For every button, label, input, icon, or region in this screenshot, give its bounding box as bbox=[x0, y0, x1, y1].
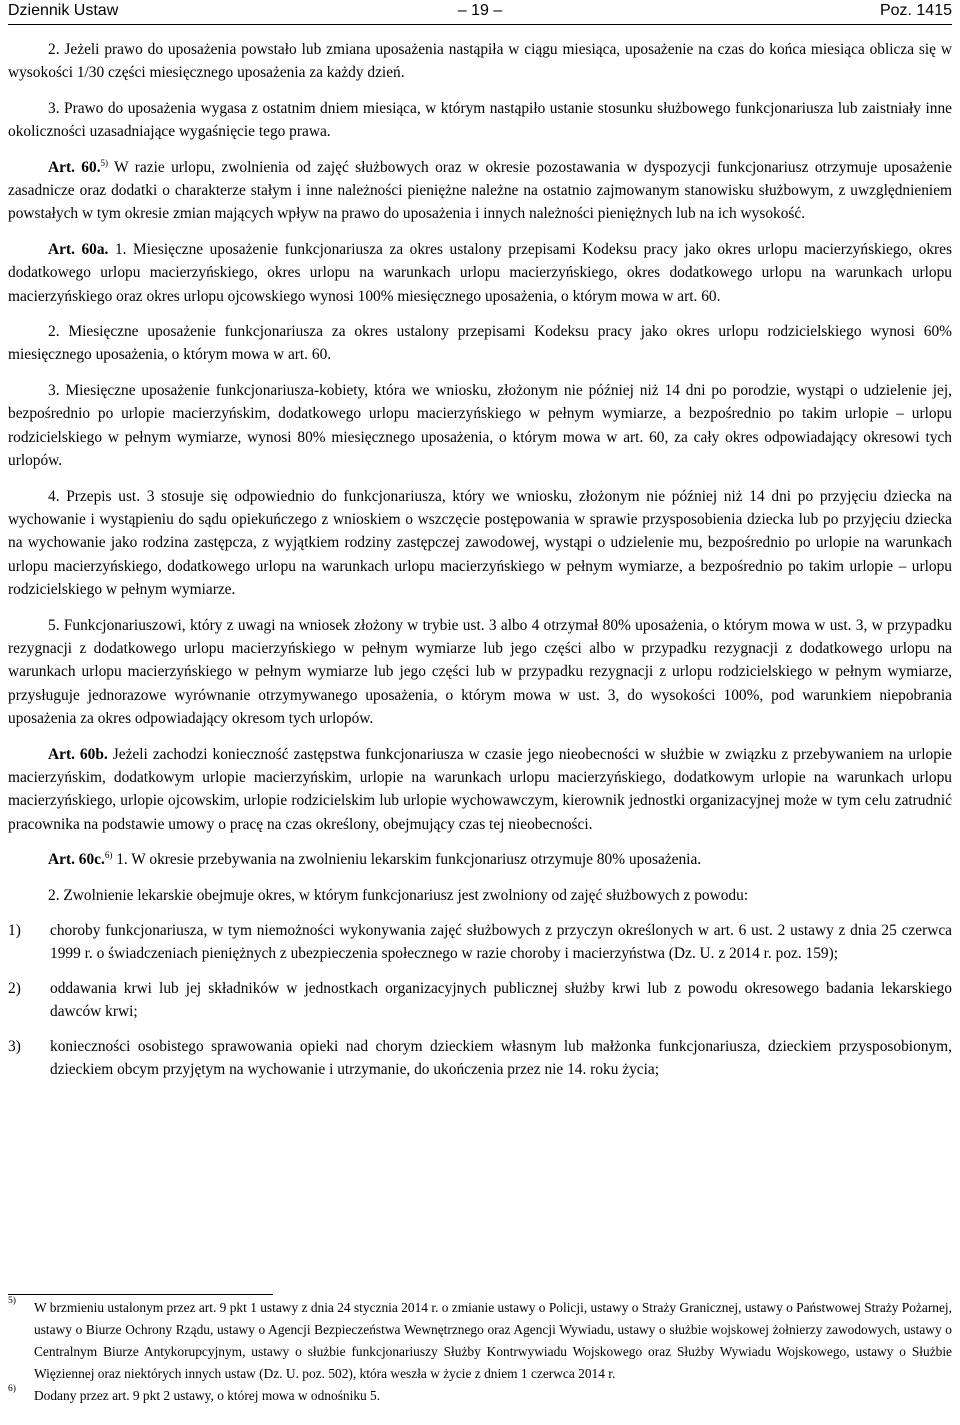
journal-title: Dziennik Ustaw bbox=[8, 2, 119, 19]
article-60-label: Art. 60. bbox=[48, 158, 101, 176]
article-60a-label: Art. 60a. bbox=[48, 240, 109, 258]
article-60a-1-text: 1. Miesięczne uposażenie funkcjonariusza za okres ustalony przepisami Kodeksu pracy jako okres urlopu macierzyńskiego, okres dodatkowego urlopu macierzyńskiego, okres urlopu na warunkach urlopu macierzyńskiego, okres dodatkowego urlopu na warunkach urlopu macierzyńskiego oraz okres urlopu ojcowskiego wynosi 100% miesięcznego uposażenia, o którym mowa w art. 60. bbox=[8, 240, 952, 305]
article-60a-2: 2. Miesięczne uposażenie funkcjonariusza za okres ustalony przepisami Kodeksu pracy jako okres urlopu rodzicielskiego wynosi 60% miesięcznego uposażenia, o którym mowa w art. 60. bbox=[8, 323, 952, 364]
article-60a-1 bbox=[8, 238, 952, 308]
article-60-text: W razie urlopu, zwolnienia od zajęć służbowych oraz w okresie pozostawania w dyspozycji funkcjonariusz otrzymuje uposażenie zasadnicze oraz dodatki o charakterze stałym i inne należności pieniężne należne na ostatnio zajmowanym stanowisku służbowym, z uwzględnieniem powstałych w tym okresie zmian mających wpływ na prawo do uposażenia i innych należności pieniężnych lub na ich wysokość. bbox=[8, 158, 952, 223]
footnote-6: 6) Dodany przez art. 9 pkt 2 ustawy, o której mowa w odnośniku 5. bbox=[8, 1385, 952, 1407]
footnote-ref-6: 6) bbox=[104, 850, 113, 861]
list-item bbox=[8, 1035, 952, 1082]
list-item-text: choroby funkcjonariusza, w tym niemożności wykonywania zajęć służbowych z przyczyn określonych w art. 6 ust. 2 ustawy z dnia 25 czerwca 1999 r. o świadczeniach pieniężnych z ubezpieczenia społecznego w razie choroby i macierzyństwa (Dz. U. z 2014 r. poz. 159); bbox=[50, 922, 952, 963]
list-item-number: 2) bbox=[8, 979, 21, 997]
article-60a-5: 5. Funkcjonariuszowi, który z uwagi na wniosek złożony w trybie ust. 3 albo 4 otrzymał 80% uposażenia, o którym mowa w ust. 3, w przypadku rezygnacji z dodatkowego urlopu macierzyńskiego w pełnym wymiarze lub jego części albo w przypadku rezygnacji z dodatkowego urlopu na warunkach urlopu macierzyńskiego w pełnym wymiarze lub jego części lub w przypadku rezygnacji z urlopu rodzicielskiego w pełnym wymiarze, przysługuje jednorazowe wyrównanie otrzymywanego uposażenia, o którym mowa w ust. 3, do wysokości 100%, pod warunkiem niepobrania uposażenia za okres odpowiadający okresom tych urlopów. bbox=[8, 616, 952, 728]
document-body bbox=[8, 38, 952, 1092]
article-60b-label: Art. 60b. bbox=[48, 745, 108, 763]
article-60a-3: 3. Miesięczne uposażenie funkcjonariusza-kobiety, która we wniosku, złożonym nie później niż 14 dni po porodzie, wystąpi o udzielenie jej, bezpośrednio po urlopie macierzyńskim, dodatkowego urlopu macierzyńskiego w pełnym wymiarze, a bezpośrednio po takim urlopie – urlopu rodzicielskiego w pełnym wymiarze, wynosi 80% miesięcznego uposażenia, o którym mowa w art. 60, za cały okres odpowiadający okresowi tych urlopów. bbox=[8, 381, 952, 470]
list-item bbox=[8, 919, 952, 966]
paragraph-3: 3. Prawo do uposażenia wygasa z ostatnim dniem miesiąca, w którym nastąpiło ustanie stosunku służbowego funkcjonariusza lub zaistniały inne okoliczności uzasadniające wygaśnięcie tego prawa. bbox=[8, 99, 952, 141]
footnote-text: W brzmieniu ustalonym przez art. 9 pkt 1 ustawy z dnia 24 stycznia 2014 r. o zmianie ustawy o Policji, ustawy o Straży Granicznej, ustawy o Państwowej Straży Pożarnej, ustawy o Biurze Ochrony Rządu, ustawy o Agencji Bezpieczeństwa Wewnętrznego oraz Agencji Wywiadu, ustawy o służbie wojskowej żołnierzy zawodowych, ustawy o Centralnym Biurze Antykorupcyjnym, ustawy o służbie funkcjonariuszy Służby Kontrwywiadu Wojskowego oraz Służby Wywiadu Wojskowego, ustawy o Służbie Więziennej oraz niektórych innych ustaw (Dz. U. poz. 502), która weszła w życie z dniem 1 czerwca 2014 r. bbox=[34, 1300, 952, 1381]
position-number: Poz. 1415 bbox=[879, 2, 952, 19]
footnote-rule bbox=[8, 1294, 273, 1295]
list-item bbox=[8, 977, 952, 1024]
footnote-text: Dodany przez art. 9 pkt 2 ustawy, o której mowa w odnośniku 5. bbox=[34, 1388, 381, 1403]
article-60a-4: 4. Przepis ust. 3 stosuje się odpowiednio do funkcjonariusza, który we wniosku, złożonym nie później niż 14 dni po przyjęciu dziecka na wychowanie i wystąpieniu do sądu opiekuńczego z wnioskiem o wszczęcie postępowania w sprawie przysposobienia dziecka lub po przyjęciu dziecka na wychowanie jako rodzina zastępcza, z wyjątkiem rodziny zastępczej zawodowej, wystąpi o udzielenie mu, bezpośrednio po urlopie na warunkach urlopu macierzyńskiego, dodatkowego urlopu na warunkach urlopu macierzyńskiego w pełnym wymiarze, a bezpośrednio po takim urlopie – urlopu rodzicielskiego w pełnym wymiarze. bbox=[8, 487, 952, 599]
footnote-5: 5) W brzmieniu ustalonym przez art. 9 pkt 1 ustawy z dnia 24 stycznia 2014 r. o zmianie ustawy o Policji, ustawy o Straży Granicznej, ustawy o Państwowej Straży Pożarnej, ustawy o Biurze Ochrony Rządu, ustawy o Agencji Bezpieczeństwa Wewnętrznego oraz Agencji Wywiadu, ustawy o służbie wojskowej żołnierzy zawodowych, ustawy o Centralnym Biurze Antykorupcyjnym, ustawy o służbie funkcjonariuszy Służby Kontrwywiadu Wojskowego oraz Służby Wywiadu Wojskowego, ustawy o Służbie Więziennej oraz niektórych innych ustaw (Dz. U. poz. 502), która weszła w życie z dniem 1 czerwca 2014 r. bbox=[8, 1297, 952, 1385]
article-60b-text: Jeżeli zachodzi konieczność zastępstwa funkcjonariusza w czasie jego nieobecności w służbie w związku z przebywaniem na urlopie macierzyńskim, dodatkowym urlopie macierzyńskim, urlopie na warunkach urlopu macierzyńskiego, dodatkowym urlopie na warunkach urlopu macierzyńskiego, urlopie ojcowskim, urlopie rodzicielskim lub urlopie wychowawczym, kierownik jednostki organizacyjnej może w tym celu zatrudnić pracownika na podstawie umowy o pracę na czas określony, obejmujący czas tej nieobecności. bbox=[8, 745, 952, 833]
footnotes bbox=[8, 1297, 952, 1407]
article-60c-label: Art. 60c. bbox=[48, 851, 105, 869]
list-item-text: oddawania krwi lub jej składników w jednostkach organizacyjnych publicznej służby krwi lub z powodu okresowego badania lekarskiego dawców krwi; bbox=[50, 979, 952, 1021]
page-number: – 19 – bbox=[457, 2, 503, 19]
list-item-text: konieczności osobistego sprawowania opieki nad chorym dzieckiem własnym lub małżonka funkcjonariusza, dzieckiem przysposobionym, dzieckiem obcym przyjętym na wychowanie i utrzymanie, do ukończenia przez nie 14. roku życia; bbox=[50, 1037, 952, 1079]
article-60b bbox=[8, 743, 952, 837]
list-item-number: 1) bbox=[8, 922, 21, 939]
article-60c-1 bbox=[8, 848, 952, 871]
header-rule bbox=[8, 24, 952, 25]
list-item-number: 3) bbox=[8, 1037, 21, 1055]
article-60 bbox=[8, 156, 952, 226]
running-header bbox=[8, 0, 952, 24]
paragraph-2: 2. Jeżeli prawo do uposażenia powstało lub zmiana uposażenia nastąpiła w ciągu miesiąca, uposażenie na czas do końca miesiąca oblicza się w wysokości 1/30 części miesięcznego uposażenia za każdy dzień. bbox=[8, 41, 952, 82]
footnote-ref-5: 5) bbox=[100, 157, 109, 168]
article-60c-2: 2. Zwolnienie lekarskie obejmuje okres, w którym funkcjonariusz jest zwolniony od zajęć służbowych z powodu: bbox=[48, 886, 749, 904]
article-60c-1-text: 1. W okresie przebywania na zwolnieniu lekarskim funkcjonariusz otrzymuje 80% uposażenia. bbox=[112, 851, 702, 869]
